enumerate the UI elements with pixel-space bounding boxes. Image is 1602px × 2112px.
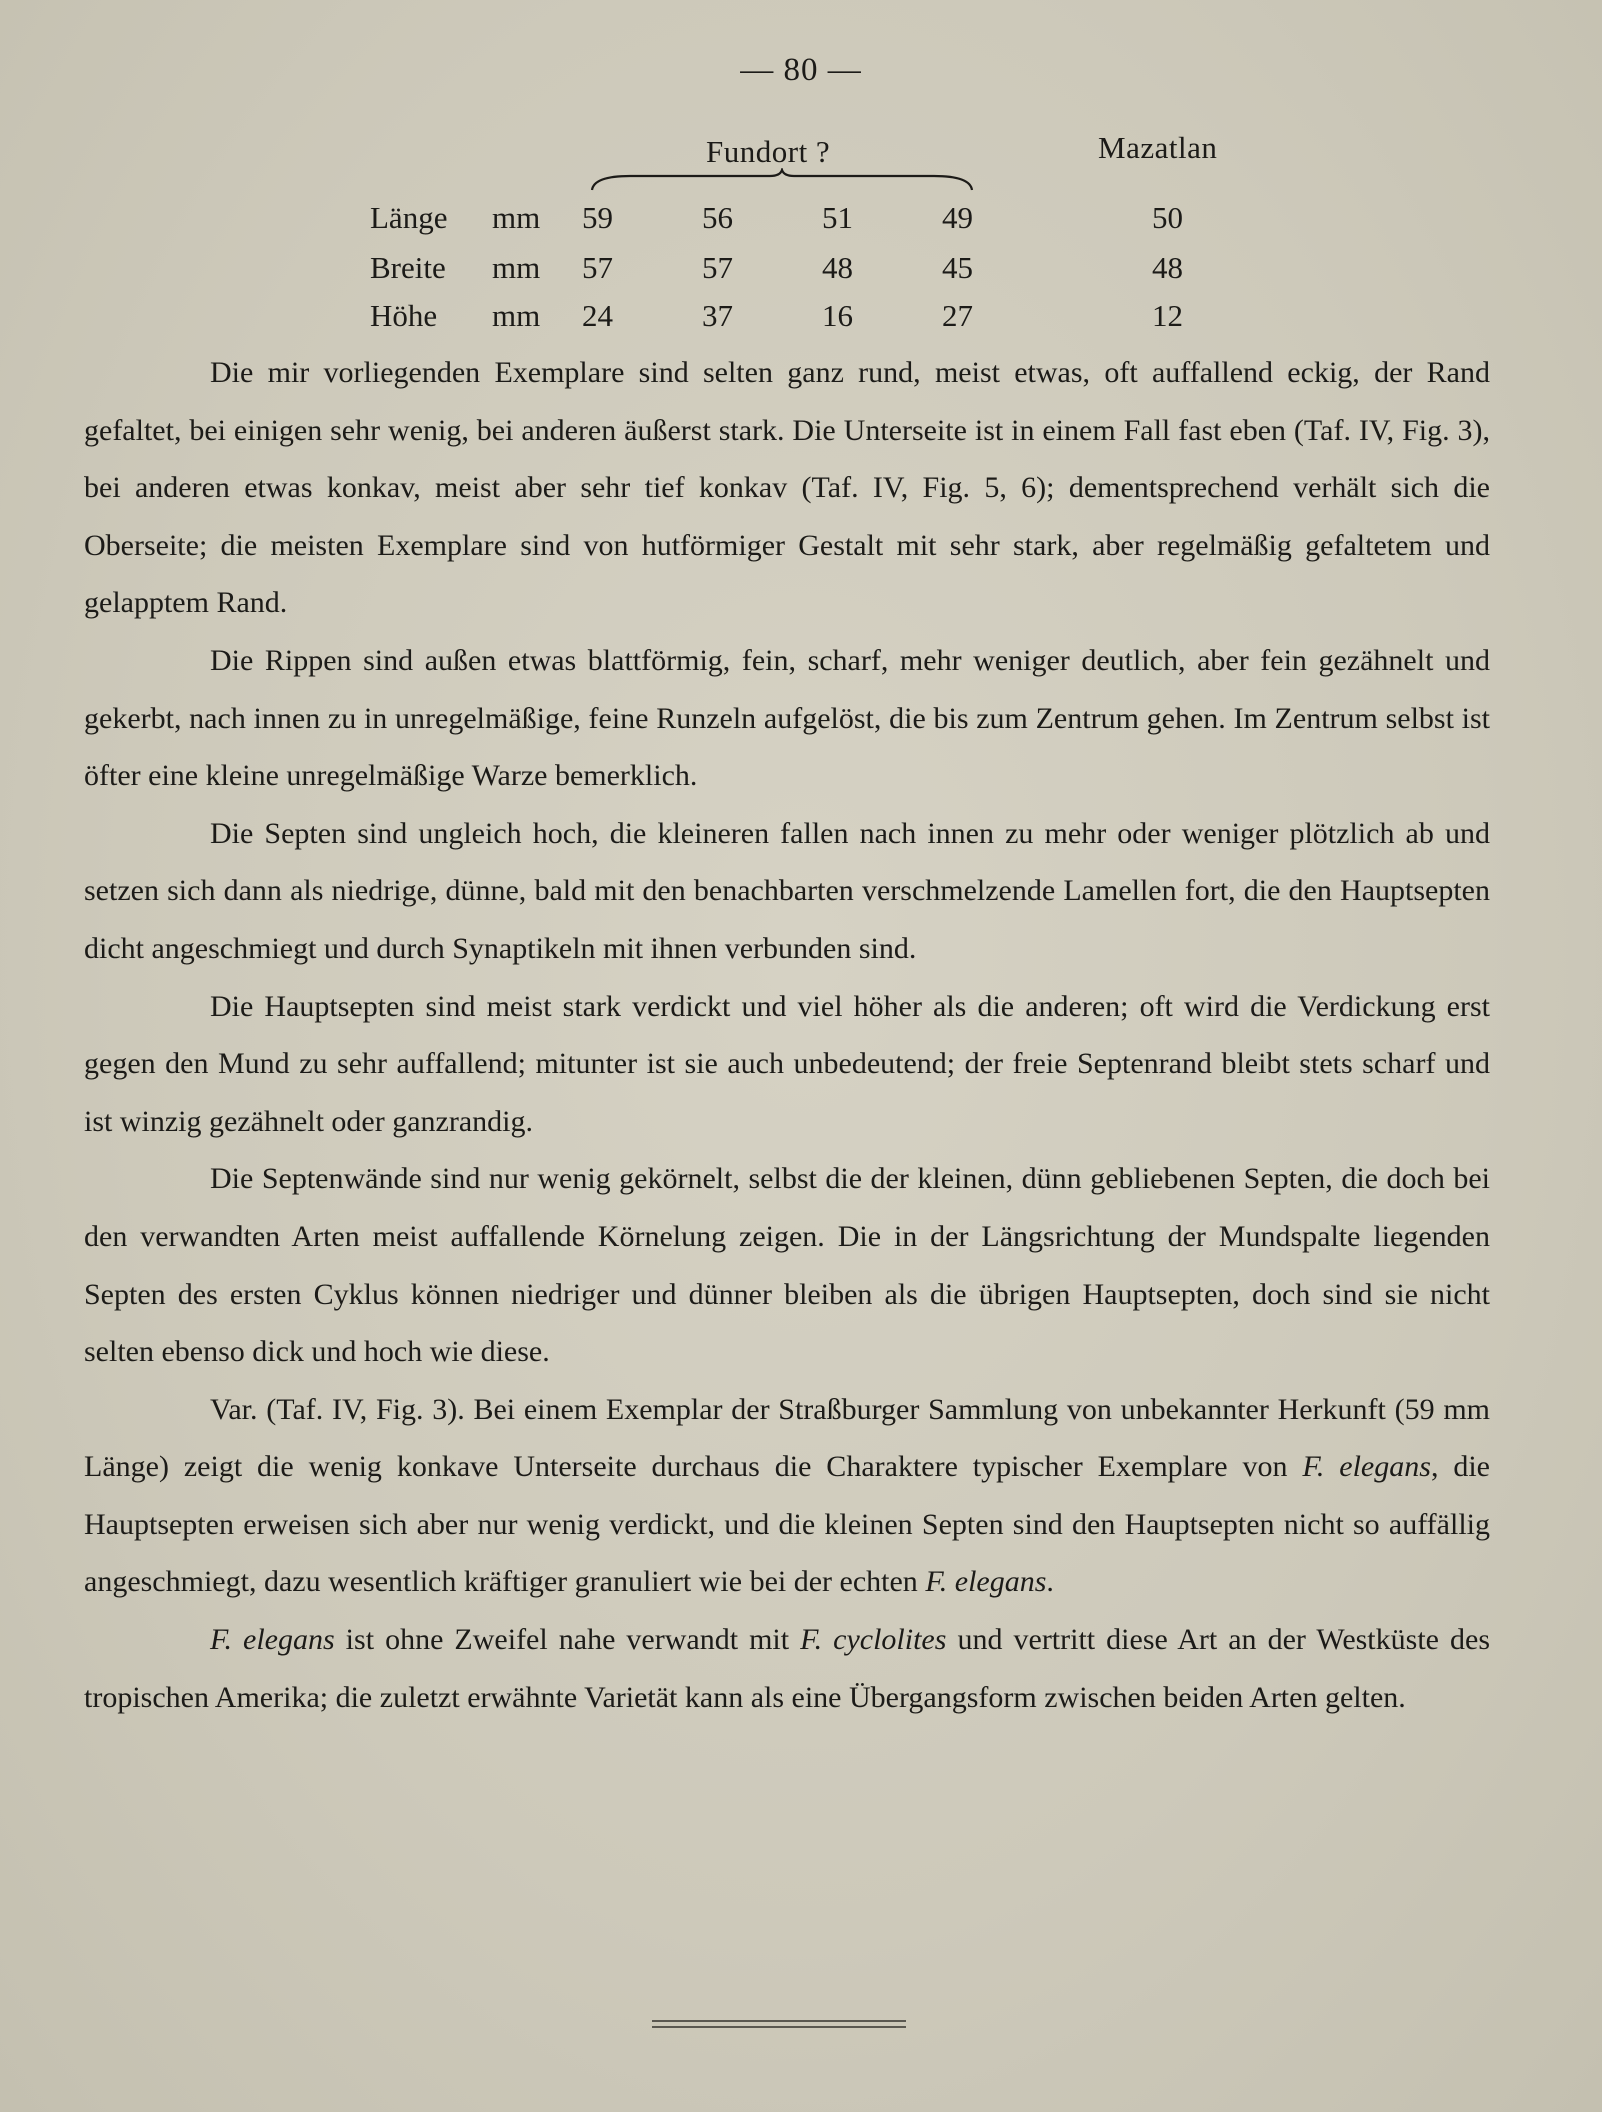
paragraph-relationship bbox=[84, 1611, 1490, 1726]
header-mazatlan: Mazatlan bbox=[1098, 130, 1218, 165]
table-cell: 48 bbox=[1152, 250, 1183, 285]
table-cell: 51 bbox=[822, 200, 853, 235]
species-name: F. cyclolites bbox=[800, 1623, 947, 1657]
row-label-hoehe: Höhe bbox=[370, 298, 438, 333]
table-cell: 37 bbox=[702, 298, 733, 333]
row-unit: mm bbox=[492, 200, 541, 235]
table-cell: 45 bbox=[942, 250, 973, 285]
text-run: und vertritt diese Art an der Westküste des tropischen Amerika; die zuletzt erwähnte Varietät kann als eine Übergangsform zwischen beiden Arten gelten. bbox=[84, 1623, 1490, 1714]
table-cell: 57 bbox=[702, 250, 733, 285]
row-unit: mm bbox=[492, 298, 541, 333]
text-run: Var. (Taf. IV, Fig. 3). Bei einem Exemplar der Straßburger Sammlung von unbekannter Herkunft (59 mm Länge) zeigt die wenig konkave Unterseite durchaus die Charaktere typischer Exemplare von bbox=[84, 1392, 1490, 1484]
row-label-laenge: Länge bbox=[370, 200, 448, 235]
body-text bbox=[84, 344, 1490, 1726]
table-cell: 56 bbox=[702, 200, 733, 235]
paragraph-septal-walls: Die Septenwände sind nur wenig gekörnelt, selbst die der kleinen, dünn gebliebenen Septen, die doch bei den verwandten Arten meist auffallende Körnelung zeigen. Die in der Längsrichtung der Mundspalte liegenden Septen des ersten Cyklus können niedriger und dünner bleiben als die übrigen Hauptsepten, doch sind sie nicht selten ebenso dick und hoch wie diese. bbox=[84, 1162, 1490, 1369]
species-name: F. elegans bbox=[925, 1565, 1047, 1599]
table-cell: 27 bbox=[942, 298, 973, 333]
table-cell: 50 bbox=[1152, 200, 1183, 235]
row-unit: mm bbox=[492, 250, 541, 285]
paragraph-septa: Die Septen sind ungleich hoch, die kleineren fallen nach innen zu mehr oder weniger plötzlich ab und setzen sich dann als niedrige, dünne, bald mit den benachbarten verschmelzende Lamellen fort, die den Hauptsepten dicht angeschmiegt und durch Synaptikeln mit ihnen verbunden sind. bbox=[84, 816, 1490, 965]
paragraph-shape: Die mir vorliegenden Exemplare sind selten ganz rund, meist etwas, oft auffallend eckig, der Rand gefaltet, bei einigen sehr wenig, bei anderen äußerst stark. Die Unterseite ist in einem Fall fast eben (Taf. IV, Fig. 3), bei anderen etwas konkav, meist aber sehr tief konkav (Taf. IV, Fig. 5, 6); dementsprechend verhält sich die Oberseite; die meisten Exemplare sind von hutförmiger Gestalt mit sehr stark, aber regelmäßig gefaltetem und gelapptem Rand. bbox=[84, 356, 1490, 620]
table-cell: 49 bbox=[942, 200, 973, 235]
table-cell: 16 bbox=[822, 298, 853, 333]
section-end-rule bbox=[652, 2020, 906, 2028]
header-fundort: Fundort ? bbox=[706, 134, 831, 169]
species-name: F. elegans bbox=[1302, 1450, 1431, 1484]
paragraph-variety bbox=[84, 1381, 1490, 1611]
header-brace-icon bbox=[590, 168, 974, 192]
text-run: . bbox=[1046, 1565, 1054, 1599]
text-run: , die Hauptsepten erweisen sich aber nur wenig verdickt, und die kleinen Septen sind den Hauptsepten nicht so auffällig angeschmiegt, dazu wesentlich kräftiger granuliert wie bei der echten bbox=[84, 1450, 1490, 1599]
table-cell: 12 bbox=[1152, 298, 1183, 333]
table-cell: 57 bbox=[582, 250, 613, 285]
table-cell: 59 bbox=[582, 200, 613, 235]
page-number: — 80 — bbox=[740, 52, 862, 88]
paragraph-ribs: Die Rippen sind außen etwas blattförmig, fein, scharf, mehr weniger deutlich, aber fein gezähnelt und gekerbt, nach innen zu in unregelmäßige, feine Runzeln aufgelöst, die bis zum Zentrum gehen. Im Zentrum selbst ist öfter eine kleine unregelmäßige Warze bemerklich. bbox=[84, 643, 1490, 793]
row-label-breite: Breite bbox=[370, 250, 446, 285]
table-cell: 24 bbox=[582, 298, 613, 333]
text-run: ist ohne Zweifel nahe verwandt mit bbox=[334, 1623, 801, 1657]
measurement-table bbox=[0, 0, 1602, 360]
species-name: F. elegans bbox=[210, 1623, 335, 1657]
paragraph-main-septa: Die Hauptsepten sind meist stark verdickt und viel höher als die anderen; oft wird die Verdickung erst gegen den Mund zu sehr auffallend; mitunter ist sie auch unbedeutend; der freie Septenrand bleibt stets scharf und ist winzig gezähnelt oder ganzrandig. bbox=[84, 989, 1490, 1138]
table-cell: 48 bbox=[822, 250, 853, 285]
